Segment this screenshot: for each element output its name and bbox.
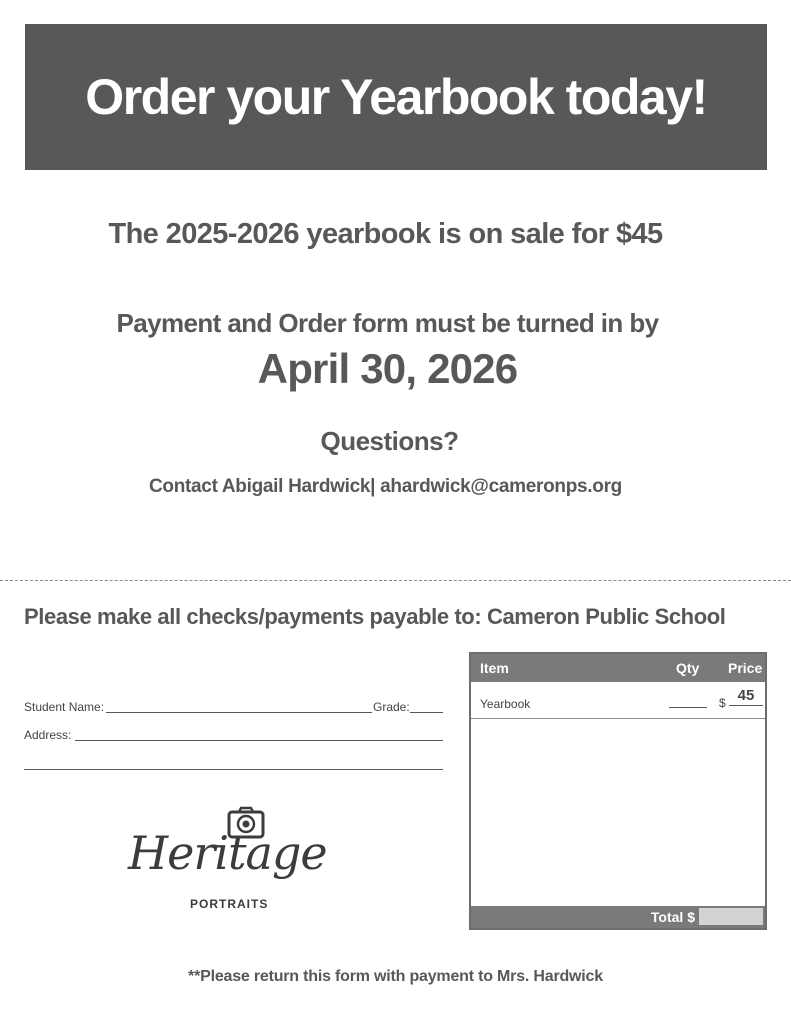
return-instruction: **Please return this form with payment to Mrs. Hardwick [188, 968, 603, 985]
price-value: 45 [729, 687, 763, 706]
payable-instruction: Please make all checks/payments payable to: Cameron Public School [24, 604, 726, 629]
qty-field[interactable] [669, 707, 707, 708]
logo-subtitle: PORTRAITS [190, 897, 269, 911]
address-label: Address: [24, 728, 72, 742]
column-header-item: Item [480, 660, 509, 676]
total-field[interactable] [699, 908, 763, 925]
address-field-line-2[interactable] [24, 769, 443, 770]
column-header-price: Price [728, 660, 763, 676]
cut-line-divider [0, 580, 791, 581]
logo-wordmark: Heritage [128, 826, 327, 880]
page-title: Order your Yearbook today! [85, 69, 707, 125]
row-item-yearbook: Yearbook [480, 697, 531, 711]
order-table [469, 652, 767, 930]
total-label: Total $ [650, 909, 695, 925]
sale-announcement: The 2025-2026 yearbook is on sale for $45 [108, 218, 663, 250]
row-separator [471, 718, 765, 719]
deadline-intro: Payment and Order form must be turned in by [116, 308, 659, 338]
grade-label: Grade: [373, 700, 410, 714]
column-header-qty: Qty [676, 660, 700, 676]
deadline-date: April 30, 2026 [257, 345, 518, 392]
header-banner [25, 24, 767, 170]
heritage-portraits-logo [118, 804, 358, 924]
currency-symbol: $ [719, 696, 726, 710]
grade-field[interactable] [410, 712, 443, 713]
questions-heading: Questions? [320, 426, 459, 456]
contact-info: Contact Abigail Hardwick| ahardwick@cameronps.org [148, 476, 622, 497]
order-table-footer [471, 906, 765, 928]
student-name-field[interactable] [106, 712, 372, 713]
address-field-line-1[interactable] [75, 740, 443, 741]
order-table-header [471, 654, 765, 682]
student-name-label: Student Name: [24, 700, 105, 714]
